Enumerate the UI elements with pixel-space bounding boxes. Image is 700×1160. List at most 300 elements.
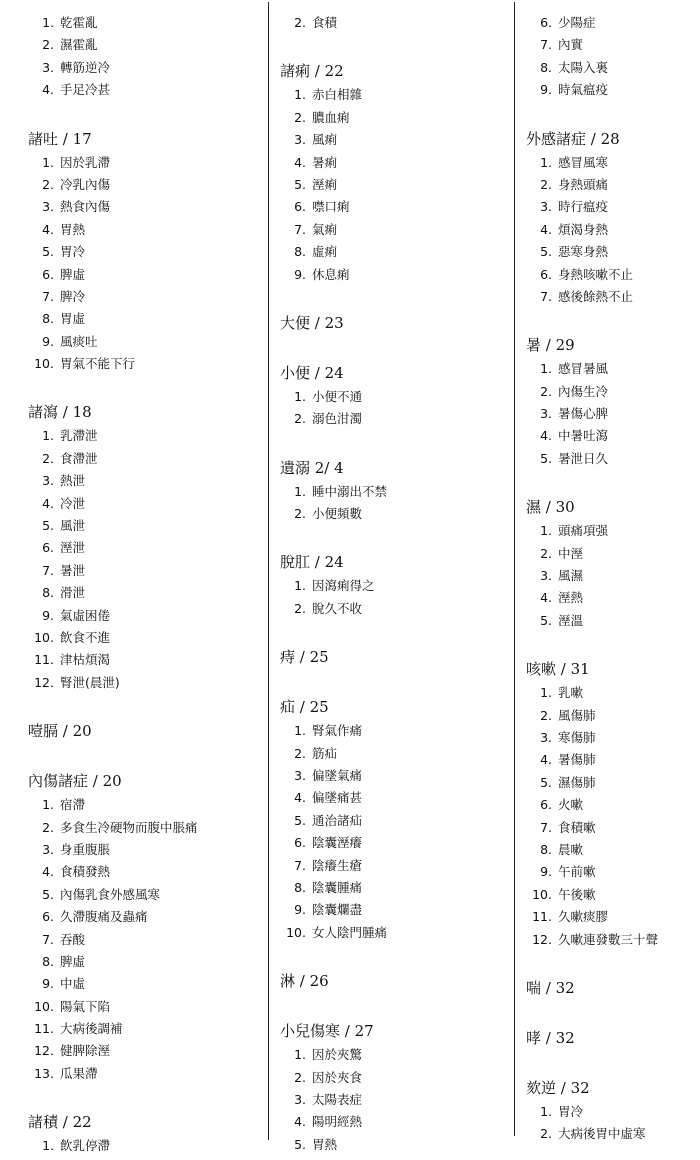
column-divider — [514, 2, 515, 1136]
toc-entry — [526, 727, 696, 749]
toc-entry — [280, 810, 510, 832]
toc-entry — [280, 855, 510, 877]
toc-section — [280, 336, 510, 431]
entry-number: 4. — [294, 1114, 306, 1130]
entry-label: 頭痛項强 — [558, 523, 609, 539]
toc-entry — [526, 12, 696, 34]
entry-label: 通治諸疝 — [312, 812, 363, 828]
entry-label: 身熱頭痛 — [558, 176, 609, 192]
entry-number: 2. — [294, 506, 306, 522]
entry-label: 飲乳停滯 — [60, 1138, 111, 1154]
entry-number: 1. — [42, 428, 54, 444]
entry-number: 2. — [294, 1069, 306, 1085]
entry-number: 5. — [42, 886, 54, 902]
toc-section — [280, 286, 510, 336]
section-gap — [28, 1085, 258, 1109]
entry-number: 10. — [34, 629, 54, 645]
entry-number: 3. — [540, 406, 552, 422]
section-gap — [280, 620, 510, 644]
toc-entry — [280, 922, 510, 944]
entry-label: 濕傷肺 — [558, 774, 596, 790]
toc-entry — [28, 308, 258, 330]
section-heading: 小兒傷寒 / 27 — [280, 1022, 374, 1041]
entry-label: 脾虛 — [60, 953, 86, 969]
entry-number: 3. — [294, 768, 306, 784]
toc-entry — [28, 672, 258, 694]
entry-label: 脫久不收 — [312, 600, 363, 616]
entry-label: 胃氣不能下行 — [60, 356, 136, 372]
entry-label: 膿血痢 — [312, 109, 350, 125]
entry-label: 惡寒身熱 — [558, 244, 609, 260]
entry-number: 10. — [34, 356, 54, 372]
toc-entry — [280, 408, 510, 430]
toc-section — [526, 951, 696, 1001]
entry-label: 赤白相雜 — [312, 87, 363, 103]
entry-number: 8. — [540, 59, 552, 75]
section-heading: 諸吐 / 17 — [28, 129, 92, 148]
entry-number: 5. — [42, 518, 54, 534]
entry-number: 3. — [540, 568, 552, 584]
toc-entry — [280, 787, 510, 809]
toc-entry — [28, 12, 258, 34]
entry-number: 3. — [540, 729, 552, 745]
toc-section — [526, 1001, 696, 1051]
entry-number: 2. — [540, 1126, 552, 1142]
section-gap — [28, 375, 258, 399]
entry-label: 煩渴身熱 — [558, 221, 609, 237]
toc-entry — [28, 79, 258, 101]
toc-entry — [526, 906, 696, 928]
entry-number: 5. — [294, 812, 306, 828]
entry-label: 溺色泔濁 — [312, 411, 363, 427]
toc-entry — [28, 1063, 258, 1085]
section-heading: 噎膈 / 20 — [28, 722, 92, 741]
entry-label: 暑泄 — [60, 562, 86, 578]
toc-entry — [28, 605, 258, 627]
entry-label: 噤口痢 — [312, 199, 350, 215]
section-heading: 諸積 / 22 — [28, 1113, 92, 1132]
entry-number: 11. — [34, 652, 54, 668]
section-heading: 咳嗽 / 31 — [526, 660, 590, 679]
entry-label: 因瀉痢得之 — [312, 578, 375, 594]
entry-label: 小便不通 — [312, 388, 363, 404]
entry-number: 7. — [540, 819, 552, 835]
entry-label: 熱泄 — [60, 473, 86, 489]
section-heading: 暑 / 29 — [526, 336, 575, 355]
entry-number: 8. — [540, 841, 552, 857]
entry-label: 陽氣下陷 — [60, 998, 111, 1014]
section-gap — [280, 944, 510, 968]
entry-number: 1. — [540, 361, 552, 377]
entry-number: 1. — [294, 483, 306, 499]
entry-number: 6. — [42, 909, 54, 925]
toc-entry — [28, 1040, 258, 1062]
toc-entry — [28, 973, 258, 995]
entry-label: 胃熱 — [60, 221, 86, 237]
entry-label: 氣痢 — [312, 221, 338, 237]
entry-number: 12. — [34, 1043, 54, 1059]
entry-number: 1. — [42, 797, 54, 813]
entry-label: 久嗽痰膠 — [558, 909, 609, 925]
toc-entry — [526, 219, 696, 241]
toc-section — [526, 632, 696, 951]
entry-number: 11. — [532, 909, 552, 925]
entry-label: 太陽表症 — [312, 1091, 363, 1107]
section-heading: 哮 / 32 — [526, 1028, 575, 1047]
entry-label: 陽明經熱 — [312, 1114, 363, 1130]
toc-entry — [28, 1018, 258, 1040]
entry-number: 9. — [294, 266, 306, 282]
entry-label: 風痢 — [312, 132, 338, 148]
entry-label: 轉筋逆冷 — [60, 59, 111, 75]
entry-number: 7. — [42, 562, 54, 578]
entry-number: 8. — [294, 244, 306, 260]
toc-entry — [526, 241, 696, 263]
toc-entry — [28, 884, 258, 906]
entry-number: 7. — [540, 37, 552, 53]
entry-label: 溼溫 — [558, 612, 584, 628]
section-gap — [526, 1051, 696, 1075]
entry-number: 2. — [294, 600, 306, 616]
toc-entry — [526, 772, 696, 794]
entry-label: 溼痢 — [312, 176, 338, 192]
entry-number: 9. — [42, 607, 54, 623]
toc-entry — [280, 832, 510, 854]
toc-entry — [28, 425, 258, 447]
entry-label: 乳嗽 — [558, 685, 584, 701]
entry-label: 小便頻數 — [312, 506, 363, 522]
entry-label: 食積嗽 — [558, 819, 596, 835]
entry-label: 時行瘟疫 — [558, 199, 609, 215]
entry-number: 6. — [42, 540, 54, 556]
toc-entry — [280, 129, 510, 151]
entry-label: 乾霍亂 — [60, 15, 98, 30]
entry-number: 4. — [294, 154, 306, 170]
toc-entry — [280, 598, 510, 620]
entry-number: 7. — [540, 288, 552, 304]
entry-label: 身重腹脹 — [60, 841, 111, 857]
entry-label: 瓜果滯 — [60, 1065, 98, 1081]
section-gap — [526, 632, 696, 656]
entry-number: 2. — [294, 411, 306, 427]
entry-number: 1. — [42, 154, 54, 170]
entry-number: 9. — [42, 333, 54, 349]
entry-label: 胃虛 — [60, 311, 86, 327]
entry-number: 3. — [42, 841, 54, 857]
toc-entry — [280, 241, 510, 263]
toc-section — [280, 525, 510, 620]
toc-section — [526, 470, 696, 632]
entry-number: 1. — [42, 1138, 54, 1154]
toc-entry — [28, 286, 258, 308]
entry-number: 1. — [540, 154, 552, 170]
entry-number: 10. — [286, 924, 306, 940]
entry-label: 乳滯泄 — [60, 428, 98, 444]
section-heading: 欬逆 / 32 — [526, 1078, 590, 1097]
toc-section — [28, 102, 258, 376]
toc-entry — [526, 34, 696, 56]
entry-label: 少陽症 — [558, 15, 596, 30]
entry-number: 2. — [294, 109, 306, 125]
toc-entry — [28, 627, 258, 649]
entry-label: 身熱咳嗽不止 — [558, 266, 634, 282]
entry-number: 1. — [540, 523, 552, 539]
entry-label: 胃冷 — [558, 1103, 584, 1119]
entry-label: 腎氣作痛 — [312, 723, 363, 739]
entry-number: 2. — [540, 545, 552, 561]
entry-number: 2. — [294, 15, 306, 30]
toc-entry — [526, 749, 696, 771]
entry-label: 健脾除溼 — [60, 1043, 111, 1059]
toc-column-1 — [28, 12, 258, 1158]
toc-entry — [526, 264, 696, 286]
toc-entry — [28, 264, 258, 286]
entry-number: 5. — [540, 450, 552, 466]
entry-label: 睡中溺出不禁 — [312, 483, 388, 499]
section-gap — [280, 34, 510, 58]
entry-number: 8. — [42, 311, 54, 327]
entry-label: 氣虛困倦 — [60, 607, 111, 623]
entry-number: 13. — [34, 1065, 54, 1081]
entry-number: 4. — [540, 590, 552, 606]
toc-section — [28, 375, 258, 694]
toc-entry — [28, 57, 258, 79]
toc-entry — [526, 381, 696, 403]
entry-label: 風痰吐 — [60, 333, 98, 349]
entry-number: 5. — [540, 244, 552, 260]
toc-section — [28, 694, 258, 744]
toc-section — [280, 620, 510, 670]
entry-number: 6. — [42, 266, 54, 282]
entry-label: 大病後調補 — [60, 1021, 123, 1037]
toc-entry — [28, 861, 258, 883]
section-gap — [526, 308, 696, 332]
entry-number: 2. — [540, 707, 552, 723]
toc-entry — [280, 107, 510, 129]
entry-number: 9. — [540, 82, 552, 98]
toc-entry — [28, 353, 258, 375]
entry-number: 2. — [42, 176, 54, 192]
toc-entry — [280, 1134, 510, 1156]
entry-label: 火嗽 — [558, 797, 584, 813]
entry-label: 吞酸 — [60, 931, 86, 947]
toc-entry — [28, 152, 258, 174]
toc-entry — [28, 996, 258, 1018]
section-heading: 諸瀉 / 18 — [28, 403, 92, 422]
entry-number: 4. — [294, 790, 306, 806]
entry-label: 多食生冷硬物而腹中脹痛 — [60, 819, 198, 835]
entry-number: 7. — [42, 288, 54, 304]
toc-entry — [280, 174, 510, 196]
toc-entry — [28, 241, 258, 263]
section-gap — [280, 994, 510, 1018]
entry-number: 1. — [294, 87, 306, 103]
toc-section — [280, 431, 510, 526]
entry-label: 時氣瘟疫 — [558, 82, 609, 98]
entry-number: 8. — [42, 953, 54, 969]
entry-label: 太陽入裏 — [558, 59, 609, 75]
toc-section — [280, 944, 510, 994]
section-gap — [526, 470, 696, 494]
section-heading: 內傷諸症 / 20 — [28, 772, 122, 791]
toc-entry — [28, 817, 258, 839]
section-gap — [28, 102, 258, 126]
entry-label: 陰囊爛盡 — [312, 902, 363, 918]
entry-label: 感後餘熱不止 — [558, 288, 634, 304]
entry-label: 冷乳內傷 — [60, 176, 111, 192]
section-heading: 諸痢 / 22 — [280, 62, 344, 81]
section-heading: 遺溺 2/ 4 — [280, 458, 344, 477]
entry-number: 4. — [42, 221, 54, 237]
entry-label: 午後嗽 — [558, 886, 596, 902]
entry-number: 5. — [540, 612, 552, 628]
entry-number: 4. — [42, 495, 54, 511]
toc-entry — [280, 720, 510, 742]
toc-entry — [526, 196, 696, 218]
entry-label: 暑傷心脾 — [558, 406, 609, 422]
entry-number: 12. — [532, 931, 552, 947]
toc-entry — [28, 34, 258, 56]
toc-column-2 — [280, 12, 510, 1156]
toc-entry — [526, 1123, 696, 1145]
toc-entry — [280, 503, 510, 525]
toc-entry — [280, 765, 510, 787]
toc-entry — [280, 386, 510, 408]
toc-entry — [28, 649, 258, 671]
toc-entry — [526, 839, 696, 861]
toc-entry — [526, 448, 696, 470]
entry-number: 1. — [540, 685, 552, 701]
toc-entry — [526, 861, 696, 883]
entry-label: 休息痢 — [312, 266, 350, 282]
entry-number: 4. — [540, 752, 552, 768]
entry-number: 1. — [294, 578, 306, 594]
toc-entry — [526, 682, 696, 704]
entry-number: 6. — [294, 835, 306, 851]
entry-label: 女人陰門腫痛 — [312, 924, 388, 940]
toc-entry — [526, 286, 696, 308]
entry-number: 7. — [294, 221, 306, 237]
toc-entry — [526, 79, 696, 101]
section-gap — [526, 1001, 696, 1025]
toc-section — [280, 12, 510, 34]
entry-label: 久滯腹痛及蟲痛 — [60, 909, 148, 925]
entry-label: 因於夾驚 — [312, 1047, 363, 1063]
toc-entry — [28, 537, 258, 559]
toc-entry — [280, 481, 510, 503]
entry-number: 2. — [540, 176, 552, 192]
section-gap — [28, 694, 258, 718]
entry-number: 1. — [294, 1047, 306, 1063]
entry-number: 5. — [294, 1136, 306, 1152]
toc-entry — [28, 560, 258, 582]
toc-entry — [280, 743, 510, 765]
entry-label: 冷泄 — [60, 495, 86, 511]
entry-number: 3. — [42, 199, 54, 215]
toc-entry — [28, 493, 258, 515]
entry-label: 久嗽連發數三十聲 — [558, 931, 659, 947]
toc-entry — [526, 425, 696, 447]
entry-label: 感冒暑風 — [558, 361, 609, 377]
entry-label: 暑傷肺 — [558, 752, 596, 768]
toc-entry — [28, 929, 258, 951]
toc-entry — [526, 817, 696, 839]
toc-entry — [526, 57, 696, 79]
entry-number: 11. — [34, 1021, 54, 1037]
toc-entry — [28, 448, 258, 470]
entry-number: 4. — [540, 221, 552, 237]
section-gap — [280, 431, 510, 455]
entry-label: 腎泄(晨泄) — [60, 674, 120, 690]
entry-label: 陰囊溼癢 — [312, 835, 363, 851]
toc-entry — [28, 906, 258, 928]
entry-label: 暑泄日久 — [558, 450, 609, 466]
entry-label: 胃冷 — [60, 244, 86, 260]
section-gap — [280, 525, 510, 549]
toc-entry — [28, 839, 258, 861]
entry-label: 暑痢 — [312, 154, 338, 170]
section-gap — [280, 286, 510, 310]
toc-entry — [28, 331, 258, 353]
entry-number: 3. — [42, 473, 54, 489]
toc-section — [526, 102, 696, 309]
entry-label: 晨嗽 — [558, 841, 584, 857]
entry-label: 中溼 — [558, 545, 584, 561]
entry-label: 溼泄 — [60, 540, 86, 556]
toc-entry — [28, 794, 258, 816]
entry-number: 7. — [42, 931, 54, 947]
entry-label: 午前嗽 — [558, 864, 596, 880]
toc-entry — [526, 565, 696, 587]
entry-label: 飲食不進 — [60, 629, 111, 645]
entry-number: 4. — [42, 82, 54, 98]
toc-entry — [526, 543, 696, 565]
toc-entry — [280, 899, 510, 921]
toc-entry — [280, 219, 510, 241]
entry-label: 陰癢生瘡 — [312, 857, 363, 873]
entry-number: 6. — [540, 266, 552, 282]
entry-number: 1. — [294, 388, 306, 404]
entry-number: 1. — [540, 1103, 552, 1119]
toc-entry — [280, 1067, 510, 1089]
toc-section — [28, 744, 258, 1085]
section-heading: 痔 / 25 — [280, 648, 329, 667]
entry-label: 風濕 — [558, 568, 584, 584]
toc-entry — [28, 219, 258, 241]
toc-entry — [28, 951, 258, 973]
section-heading: 疝 / 25 — [280, 698, 329, 717]
entry-number: 2. — [294, 745, 306, 761]
toc-section — [280, 994, 510, 1156]
entry-label: 胃熱 — [312, 1136, 338, 1152]
toc-entry — [28, 174, 258, 196]
entry-label: 感冒風寒 — [558, 154, 609, 170]
entry-number: 3. — [42, 59, 54, 75]
section-heading: 濕 / 30 — [526, 498, 575, 517]
toc-column-3 — [526, 12, 696, 1146]
entry-number: 4. — [540, 428, 552, 444]
entry-number: 2. — [540, 383, 552, 399]
entry-label: 因於乳滯 — [60, 154, 111, 170]
entry-label: 風傷肺 — [558, 707, 596, 723]
toc-section — [28, 1085, 258, 1157]
toc-entry — [280, 575, 510, 597]
column-divider — [268, 2, 269, 1140]
toc-entry — [526, 794, 696, 816]
toc-entry — [280, 196, 510, 218]
entry-label: 脾冷 — [60, 288, 86, 304]
section-heading: 小便 / 24 — [280, 363, 344, 382]
